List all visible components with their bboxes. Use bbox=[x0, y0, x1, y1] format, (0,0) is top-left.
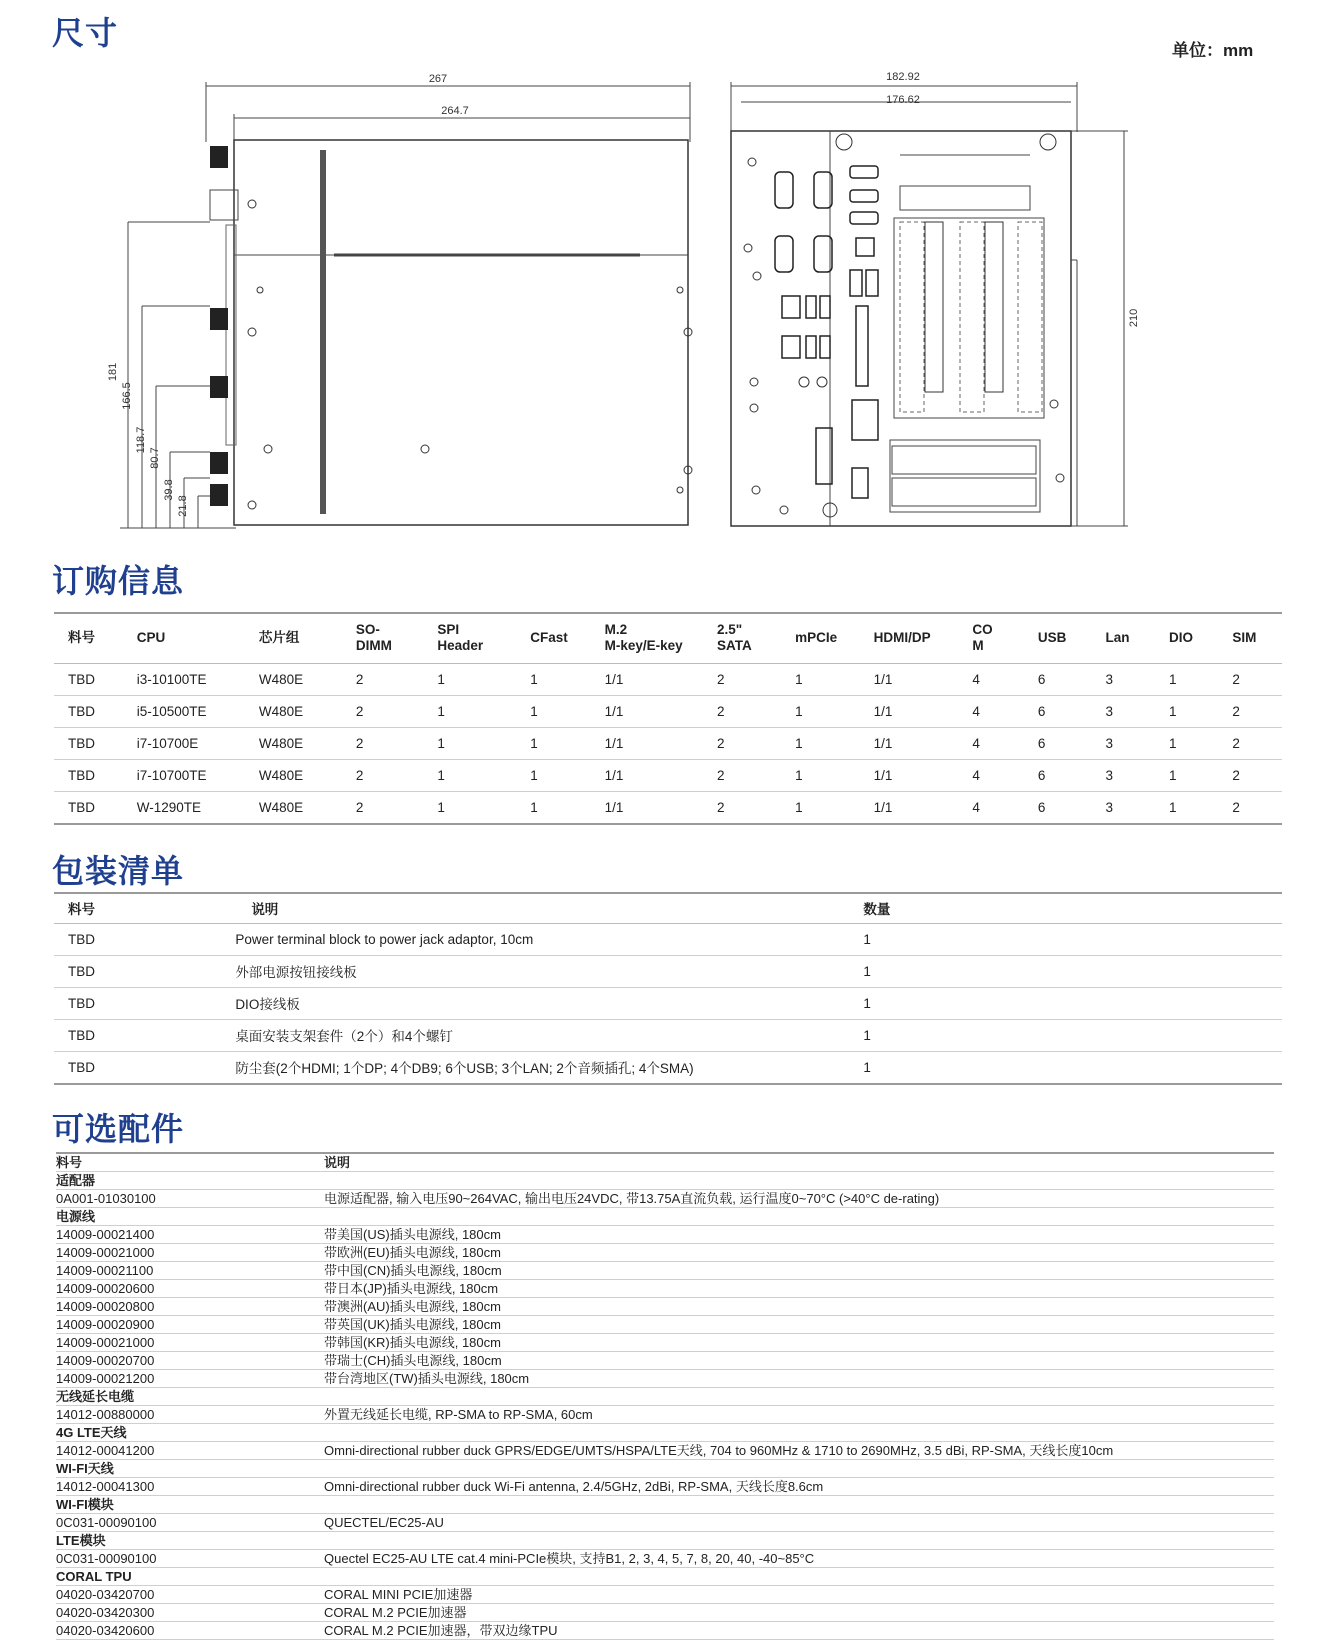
packing-cell: 1 bbox=[849, 955, 1282, 987]
optional-group-spacer bbox=[324, 1424, 1274, 1442]
packing-cell: 1 bbox=[849, 1019, 1282, 1051]
optional-item-row bbox=[56, 1550, 1274, 1568]
packing-row bbox=[54, 1019, 1282, 1051]
ordering-cell: TBD bbox=[54, 663, 123, 695]
dim-21-8: 21.8 bbox=[177, 495, 189, 517]
ordering-cell: TBD bbox=[54, 695, 123, 727]
ordering-cell: 2 bbox=[342, 727, 423, 759]
ordering-cell: i3-10100TE bbox=[123, 663, 245, 695]
ordering-cell: 2 bbox=[1218, 791, 1282, 824]
optional-part-number: 14009-00020700 bbox=[56, 1352, 324, 1370]
packing-table bbox=[54, 892, 1282, 1085]
packing-row bbox=[54, 1051, 1282, 1084]
ordering-header-cell: CFast bbox=[530, 630, 568, 646]
ordering-cell: 2 bbox=[342, 663, 423, 695]
ordering-table bbox=[54, 612, 1282, 825]
ordering-header-cell: SIM bbox=[1232, 630, 1257, 646]
optional-description: CORAL M.2 PCIE加速器 bbox=[324, 1604, 1274, 1622]
ordering-cell: 1/1 bbox=[591, 791, 703, 824]
packing-cell: 防尘套(2个HDMI; 1个DP; 4个DB9; 6个USB; 3个LAN; 2个音频插孔; 4个SMA) bbox=[221, 1051, 849, 1084]
ordering-cell: 1 bbox=[516, 759, 590, 791]
dim-39-8: 39.8 bbox=[163, 479, 175, 501]
ordering-cell: 1/1 bbox=[860, 695, 959, 727]
ordering-cell: 1 bbox=[781, 791, 859, 824]
packing-cell: TBD bbox=[54, 955, 221, 987]
packing-cell: TBD bbox=[54, 923, 221, 955]
ordering-cell: 2 bbox=[703, 791, 781, 824]
ordering-cell: 2 bbox=[703, 663, 781, 695]
ordering-cell: i5-10500TE bbox=[123, 695, 245, 727]
packing-cell: 1 bbox=[849, 1051, 1282, 1084]
packing-cell: TBD bbox=[54, 1051, 221, 1084]
dim-181: 181 bbox=[107, 362, 119, 382]
optional-item-row bbox=[56, 1316, 1274, 1334]
ordering-cell: 4 bbox=[958, 727, 1024, 759]
ordering-cell: 1 bbox=[516, 663, 590, 695]
optional-description: 带美国(US)插头电源线, 180cm bbox=[324, 1226, 1274, 1244]
optional-description: 电源适配器, 输入电压90~264VAC, 输出电压24VDC, 带13.75A直流负载, 运行温度0~70°C (>40°C de-rating) bbox=[324, 1190, 1274, 1208]
optional-part-number: 04020-03420300 bbox=[56, 1604, 324, 1622]
ordering-cell: 4 bbox=[958, 791, 1024, 824]
ordering-cell: W-1290TE bbox=[123, 791, 245, 824]
ordering-cell: 3 bbox=[1091, 727, 1154, 759]
optional-group-label: 无线延长电缆 bbox=[56, 1388, 324, 1406]
optional-group-spacer bbox=[324, 1568, 1274, 1586]
ordering-cell: 2 bbox=[1218, 759, 1282, 791]
optional-part-number: 14012-00041300 bbox=[56, 1478, 324, 1496]
ordering-row bbox=[54, 727, 1282, 759]
ordering-header-cell: CO M bbox=[972, 622, 993, 654]
ordering-cell: 1 bbox=[423, 727, 516, 759]
ordering-cell: 6 bbox=[1024, 791, 1092, 824]
packing-cell: 桌面安装支架套件（2个）和4个螺钉 bbox=[221, 1019, 849, 1051]
ordering-cell: 6 bbox=[1024, 727, 1092, 759]
dim-267: 267 bbox=[428, 73, 448, 85]
ordering-cell: 2 bbox=[703, 727, 781, 759]
optional-description: CORAL M.2 PCIE加速器，带双边缘TPU bbox=[324, 1622, 1274, 1640]
ordering-cell: 1 bbox=[1155, 791, 1218, 824]
optional-group-label: 电源线 bbox=[56, 1208, 324, 1226]
ordering-cell: 1/1 bbox=[591, 759, 703, 791]
packing-header-cell: 数量 bbox=[863, 902, 891, 918]
optional-part-number: 14009-00021100 bbox=[56, 1262, 324, 1280]
ordering-header-cell: SO- DIMM bbox=[355, 622, 392, 654]
ordering-cell: i7-10700TE bbox=[123, 759, 245, 791]
optional-item-row bbox=[56, 1298, 1274, 1316]
dimensions-title: 尺寸 bbox=[52, 15, 119, 51]
optional-description: 带台湾地区(TW)插头电源线, 180cm bbox=[324, 1370, 1274, 1388]
ordering-row bbox=[54, 759, 1282, 791]
optional-item-row bbox=[56, 1352, 1274, 1370]
optional-group-row bbox=[56, 1496, 1274, 1514]
packing-row bbox=[54, 955, 1282, 987]
ordering-cell: 1 bbox=[423, 759, 516, 791]
optional-part-number: 0C031-00090100 bbox=[56, 1550, 324, 1568]
ordering-cell: 2 bbox=[703, 759, 781, 791]
optional-description: 带瑞士(CH)插头电源线, 180cm bbox=[324, 1352, 1274, 1370]
optional-item-row bbox=[56, 1622, 1274, 1640]
optional-group-spacer bbox=[324, 1532, 1274, 1550]
ordering-cell: 1 bbox=[423, 791, 516, 824]
optional-description: Quectel EC25-AU LTE cat.4 mini-PCIe模块, 支持B1, 2, 3, 4, 5, 7, 8, 20, 40, -40~85°C bbox=[324, 1550, 1274, 1568]
optional-group-row bbox=[56, 1424, 1274, 1442]
optional-item-row bbox=[56, 1514, 1274, 1532]
optional-description: QUECTEL/EC25-AU bbox=[324, 1514, 1274, 1532]
optional-item-row bbox=[56, 1370, 1274, 1388]
dim-176-62: 176.62 bbox=[886, 94, 920, 106]
optional-item-row bbox=[56, 1442, 1274, 1460]
ordering-cell: TBD bbox=[54, 727, 123, 759]
ordering-header-cell: USB bbox=[1037, 630, 1067, 646]
optional-group-spacer bbox=[324, 1172, 1274, 1190]
ordering-header-cell: HDMI/DP bbox=[873, 630, 931, 646]
ordering-cell: 3 bbox=[1091, 663, 1154, 695]
packing-row bbox=[54, 923, 1282, 955]
ordering-row bbox=[54, 663, 1282, 695]
ordering-cell: 1 bbox=[1155, 695, 1218, 727]
optional-part-number: 14009-00021000 bbox=[56, 1244, 324, 1262]
optional-part-number: 14009-00021000 bbox=[56, 1334, 324, 1352]
ordering-header-cell: Lan bbox=[1105, 630, 1130, 646]
optional-group-row bbox=[56, 1532, 1274, 1550]
optional-item-row bbox=[56, 1406, 1274, 1424]
ordering-cell: 1/1 bbox=[860, 727, 959, 759]
optional-group-row bbox=[56, 1208, 1274, 1226]
optional-group-row bbox=[56, 1460, 1274, 1478]
packing-cell: TBD bbox=[54, 1019, 221, 1051]
ordering-cell: 2 bbox=[342, 791, 423, 824]
ordering-cell: 2 bbox=[1218, 727, 1282, 759]
unit-label: 单位：mm bbox=[1172, 41, 1254, 60]
ordering-cell: 3 bbox=[1091, 791, 1154, 824]
optional-part-number: 14009-00021200 bbox=[56, 1370, 324, 1388]
ordering-cell: 1/1 bbox=[860, 791, 959, 824]
dim-80-7: 80.7 bbox=[149, 447, 161, 469]
ordering-cell: TBD bbox=[54, 759, 123, 791]
optional-description: Omni-directional rubber duck GPRS/EDGE/UMTS/HSPA/LTE天线, 704 to 960MHz & 1710 to 2690MHz, 3.5 dBi, RP-SMA, 天线长度10cm bbox=[324, 1442, 1274, 1460]
ordering-cell: 1/1 bbox=[591, 727, 703, 759]
optional-group-row bbox=[56, 1568, 1274, 1586]
optional-item-row bbox=[56, 1280, 1274, 1298]
ordering-cell: 2 bbox=[703, 695, 781, 727]
ordering-cell: W480E bbox=[245, 759, 342, 791]
ordering-cell: 1 bbox=[516, 695, 590, 727]
optional-item-row bbox=[56, 1604, 1274, 1622]
ordering-header-cell: mPCIe bbox=[795, 630, 838, 646]
packing-row bbox=[54, 987, 1282, 1019]
dim-166-5: 166.5 bbox=[121, 382, 133, 410]
ordering-cell: 1 bbox=[781, 663, 859, 695]
optional-group-label: LTE模块 bbox=[56, 1532, 324, 1550]
ordering-header-cell: SPI Header bbox=[437, 622, 484, 654]
optional-part-number: 14009-00020900 bbox=[56, 1316, 324, 1334]
packing-cell: DIO接线板 bbox=[221, 987, 849, 1019]
optional-part-number: 14009-00021400 bbox=[56, 1226, 324, 1244]
ordering-row bbox=[54, 791, 1282, 824]
ordering-cell: 1 bbox=[423, 663, 516, 695]
ordering-cell: 4 bbox=[958, 695, 1024, 727]
optional-part-number: 14009-00020600 bbox=[56, 1280, 324, 1298]
optional-description: 带英国(UK)插头电源线, 180cm bbox=[324, 1316, 1274, 1334]
ordering-cell: 1 bbox=[1155, 759, 1218, 791]
ordering-cell: 1 bbox=[1155, 727, 1218, 759]
optional-header-cell: 说明 bbox=[324, 1153, 1274, 1172]
optional-group-spacer bbox=[324, 1460, 1274, 1478]
optional-item-row bbox=[56, 1478, 1274, 1496]
ordering-title: 订购信息 bbox=[52, 563, 185, 599]
ordering-cell: 1 bbox=[781, 727, 859, 759]
optional-description: 外置无线延长电缆, RP-SMA to RP-SMA, 60cm bbox=[324, 1406, 1274, 1424]
ordering-cell: 1/1 bbox=[591, 663, 703, 695]
ordering-cell: W480E bbox=[245, 663, 342, 695]
ordering-cell: 6 bbox=[1024, 663, 1092, 695]
dim-118-7: 118.7 bbox=[135, 426, 147, 454]
optional-description: Omni-directional rubber duck Wi-Fi antenna, 2.4/5GHz, 2dBi, RP-SMA, 天线长度8.6cm bbox=[324, 1478, 1274, 1496]
ordering-header-cell: CPU bbox=[136, 630, 166, 646]
ordering-cell: W480E bbox=[245, 791, 342, 824]
optional-group-label: 4G LTE天线 bbox=[56, 1424, 324, 1442]
ordering-cell: W480E bbox=[245, 695, 342, 727]
optional-item-row bbox=[56, 1334, 1274, 1352]
dim-182-92: 182.92 bbox=[886, 71, 920, 83]
dimension-drawing bbox=[0, 60, 1323, 540]
ordering-cell: 2 bbox=[342, 695, 423, 727]
optional-group-spacer bbox=[324, 1208, 1274, 1226]
optional-part-number: 04020-03420700 bbox=[56, 1586, 324, 1604]
ordering-header-cell: 芯片组 bbox=[258, 630, 300, 646]
ordering-cell: i7-10700E bbox=[123, 727, 245, 759]
ordering-cell: 3 bbox=[1091, 695, 1154, 727]
optional-group-label: WI-FI天线 bbox=[56, 1460, 324, 1478]
ordering-row bbox=[54, 695, 1282, 727]
optional-item-row bbox=[56, 1244, 1274, 1262]
packing-cell: 外部电源按钮接线板 bbox=[221, 955, 849, 987]
optional-part-number: 14012-00880000 bbox=[56, 1406, 324, 1424]
ordering-cell: 1 bbox=[1155, 663, 1218, 695]
packing-header-cell: 说明 bbox=[251, 902, 279, 918]
optional-description: 带中国(CN)插头电源线, 180cm bbox=[324, 1262, 1274, 1280]
ordering-header-cell: DIO bbox=[1168, 630, 1193, 646]
optional-item-row bbox=[56, 1586, 1274, 1604]
dim-210: 210 bbox=[1128, 308, 1140, 328]
ordering-cell: 2 bbox=[1218, 663, 1282, 695]
optional-group-row bbox=[56, 1388, 1274, 1406]
packing-header-cell: 料号 bbox=[68, 902, 95, 918]
ordering-cell: 6 bbox=[1024, 695, 1092, 727]
optional-group-row bbox=[56, 1172, 1274, 1190]
optional-description: CORAL MINI PCIE加速器 bbox=[324, 1586, 1274, 1604]
ordering-cell: 1/1 bbox=[860, 759, 959, 791]
optional-group-spacer bbox=[324, 1496, 1274, 1514]
packing-cell: 1 bbox=[849, 987, 1282, 1019]
optional-item-row bbox=[56, 1190, 1274, 1208]
ordering-cell: W480E bbox=[245, 727, 342, 759]
optional-group-spacer bbox=[324, 1388, 1274, 1406]
ordering-header-cell: M.2 M-key/E-key bbox=[604, 622, 683, 654]
optional-accessories-table bbox=[56, 1152, 1274, 1640]
ordering-cell: 1/1 bbox=[591, 695, 703, 727]
optional-group-label: WI-FI模块 bbox=[56, 1496, 324, 1514]
optional-title: 可选配件 bbox=[52, 1111, 185, 1147]
ordering-cell: 6 bbox=[1024, 759, 1092, 791]
ordering-cell: 2 bbox=[1218, 695, 1282, 727]
dim-264-7: 264.7 bbox=[441, 105, 469, 117]
optional-header-cell: 料号 bbox=[56, 1153, 324, 1172]
ordering-cell: 2 bbox=[342, 759, 423, 791]
packing-cell: Power terminal block to power jack adaptor, 10cm bbox=[221, 923, 849, 955]
packing-cell: 1 bbox=[849, 923, 1282, 955]
packing-title: 包装清单 bbox=[52, 853, 185, 889]
optional-part-number: 0C031-00090100 bbox=[56, 1514, 324, 1532]
optional-part-number: 14009-00020800 bbox=[56, 1298, 324, 1316]
optional-part-number: 14012-00041200 bbox=[56, 1442, 324, 1460]
optional-description: 带欧洲(EU)插头电源线, 180cm bbox=[324, 1244, 1274, 1262]
ordering-header-cell: 料号 bbox=[68, 630, 95, 646]
optional-description: 带澳洲(AU)插头电源线, 180cm bbox=[324, 1298, 1274, 1316]
optional-part-number: 04020-03420600 bbox=[56, 1622, 324, 1640]
ordering-cell: 1 bbox=[516, 791, 590, 824]
optional-item-row bbox=[56, 1262, 1274, 1280]
optional-description: 带韩国(KR)插头电源线, 180cm bbox=[324, 1334, 1274, 1352]
packing-cell: TBD bbox=[54, 987, 221, 1019]
optional-part-number: 0A001-01030100 bbox=[56, 1190, 324, 1208]
optional-description: 带日本(JP)插头电源线, 180cm bbox=[324, 1280, 1274, 1298]
ordering-cell: 3 bbox=[1091, 759, 1154, 791]
ordering-cell: TBD bbox=[54, 791, 123, 824]
ordering-header-cell: 2.5" SATA bbox=[717, 622, 752, 654]
optional-group-label: CORAL TPU bbox=[56, 1568, 324, 1586]
ordering-cell: 4 bbox=[958, 663, 1024, 695]
optional-item-row bbox=[56, 1226, 1274, 1244]
ordering-cell: 4 bbox=[958, 759, 1024, 791]
optional-group-label: 适配器 bbox=[56, 1172, 324, 1190]
ordering-cell: 1/1 bbox=[860, 663, 959, 695]
ordering-cell: 1 bbox=[423, 695, 516, 727]
ordering-cell: 1 bbox=[781, 695, 859, 727]
ordering-cell: 1 bbox=[516, 727, 590, 759]
ordering-cell: 1 bbox=[781, 759, 859, 791]
